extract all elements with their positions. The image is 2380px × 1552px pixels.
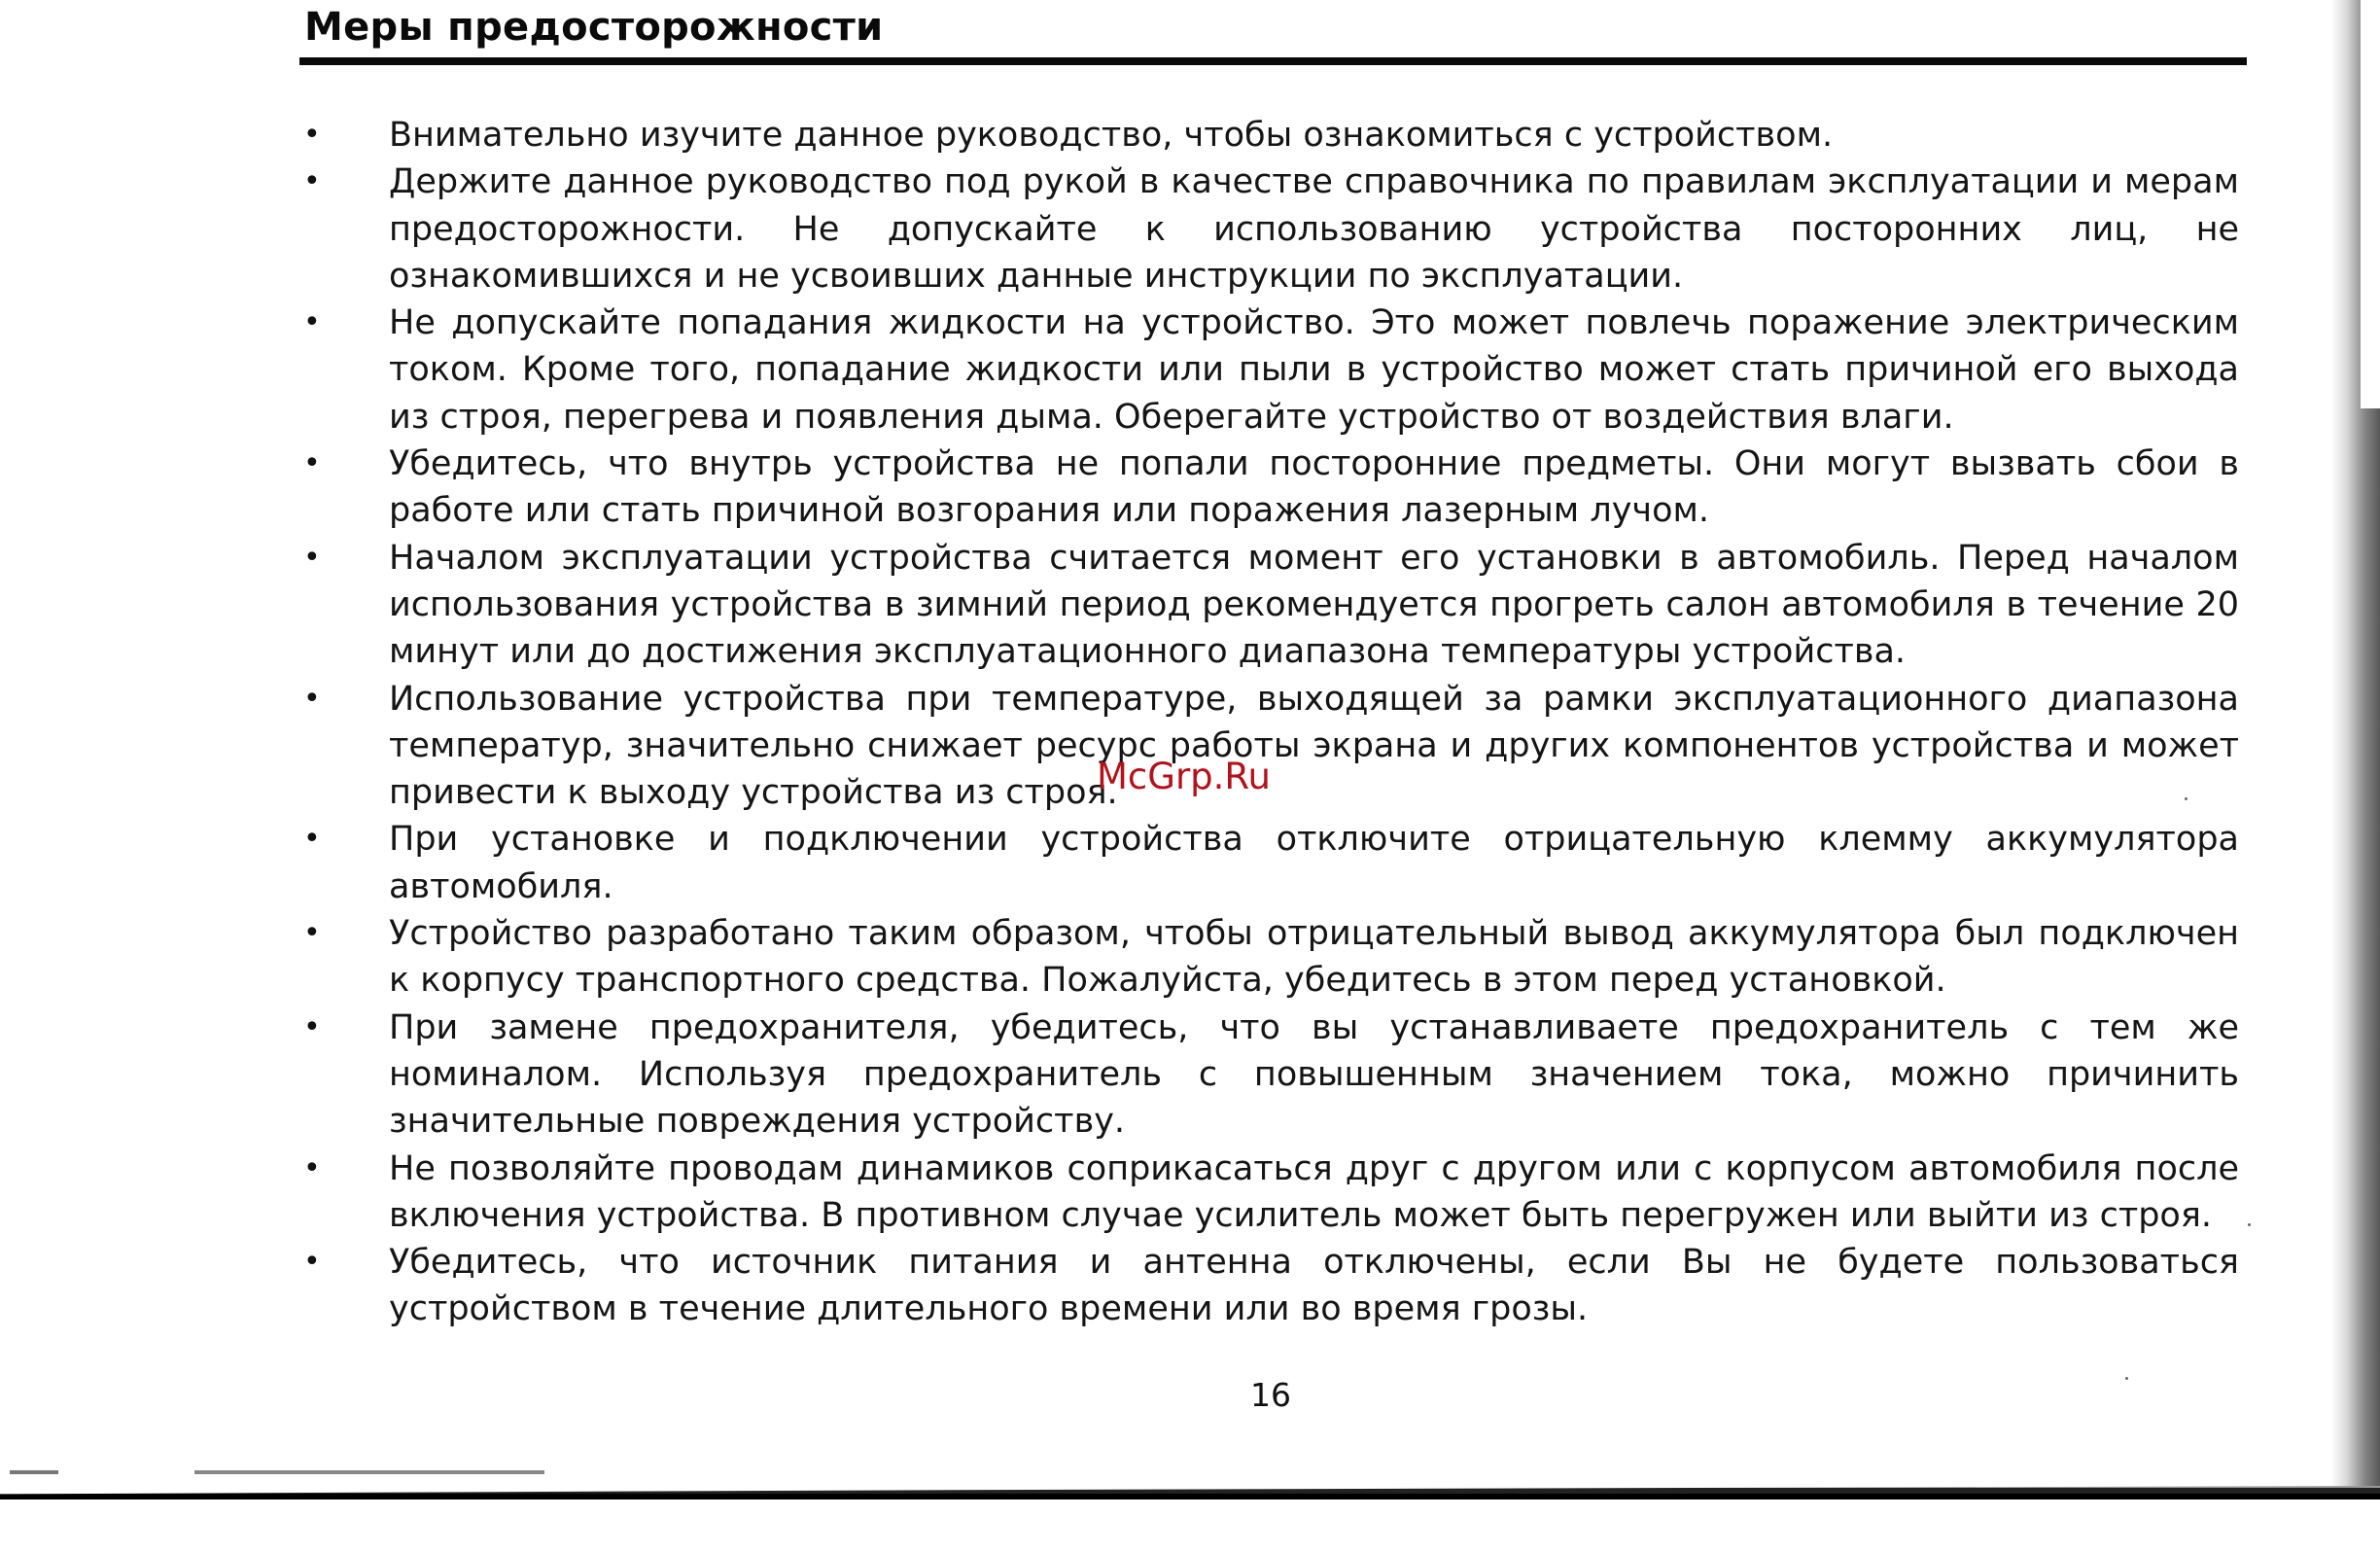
bullet-icon: •	[303, 164, 321, 199]
list-item-text: При установке и подключении устройства отключите отрицательную клемму аккумулятора автомобиля.	[389, 820, 2239, 906]
list-item	[299, 910, 2239, 1005]
title-rule	[299, 57, 2247, 65]
list-item	[299, 1239, 2239, 1333]
bullet-icon: •	[303, 1009, 321, 1044]
scan-speck	[2185, 797, 2188, 800]
list-item	[299, 1005, 2239, 1146]
list-item-text: Не позволяйте проводам динамиков соприкасаться друг с другом или с корпусом автомобиля после включения устройства. В противном случае усилитель может быть перегружен или выйти из строя.	[389, 1148, 2239, 1235]
scan-edge-mask	[2361, 0, 2380, 408]
list-item-text: При замене предохранителя, убедитесь, что вы устанавливаете предохранитель с тем же номиналом. Используя предохранитель с повышенным значением тока, можно причинить значительные повреждения устройству.	[389, 1007, 2239, 1142]
list-item	[299, 300, 2239, 441]
list-item-text: Устройство разработано таким образом, чтобы отрицательный вывод аккумулятора был подключен к корпусу транспортного средства. Пожалуйста, убедитесь в этом перед установкой.	[389, 914, 2239, 1001]
precautions-list	[299, 112, 2239, 1333]
list-item-text: Убедитесь, что источник питания и антенна отключены, если Вы не будете пользоваться устройством в течение длительного времени или во время грозы.	[389, 1243, 2239, 1329]
watermark-link[interactable]: McGrp.Ru	[1097, 756, 1271, 797]
list-item	[299, 1146, 2239, 1240]
bullet-icon: •	[303, 1245, 321, 1280]
scan-speck	[2248, 1223, 2251, 1226]
page-number: 16	[1250, 1376, 1291, 1414]
list-item-text: Не допускайте попадания жидкости на устройство. Это может повлечь поражение электрическим током. Кроме того, попадание жидкости или пыли в устройство может стать причиной его выхода из строя, перегрева и появления дыма. Оберегайте устройство от воздействия влаги.	[389, 303, 2239, 437]
bullet-icon: •	[303, 540, 321, 575]
list-item-text: Использование устройства при температуре, выходящей за рамки эксплуатационного диапазона температур, значительно снижает ресурс работы экрана и других компонентов устройства и может привести к выходу устройства из строя.	[389, 679, 2239, 813]
scan-artifact-edge	[0, 1486, 2380, 1499]
list-item-text: Убедитесь, что внутрь устройства не попали посторонние предметы. Они могут вызвать сбои в работе или стать причиной возгорания или поражения лазерным лучом.	[389, 444, 2239, 531]
page-title: Меры предосторожности	[304, 5, 884, 50]
scan-artifact-line	[0, 1470, 2380, 1474]
list-item	[299, 159, 2239, 300]
list-item-text: Началом эксплуатации устройства считается момент его установки в автомобиль. Перед началом использования устройства в зимний период рекомендуется прогреть салон автомобиля в течение 20 минут или до достижения эксплуатационного диапазона температуры устройства.	[389, 538, 2239, 672]
list-item-text: Держите данное руководство под рукой в качестве справочника по правилам эксплуатации и мерам предосторожности. Не допускайте к использованию устройства посторонних лиц, не ознакомившихся и не усвоивших данные инструкции по эксплуатации.	[389, 162, 2239, 296]
bullet-icon: •	[303, 916, 321, 951]
list-item	[299, 112, 2239, 159]
bullet-icon: •	[303, 118, 321, 152]
bullet-icon: •	[303, 1150, 321, 1185]
list-item-text: Внимательно изучите данное руководство, чтобы ознакомиться с устройством.	[389, 116, 1834, 155]
list-item	[299, 441, 2239, 535]
scan-speck	[2125, 1377, 2128, 1380]
bullet-icon: •	[303, 681, 321, 716]
bullet-icon: •	[303, 446, 321, 481]
list-item	[299, 535, 2239, 676]
list-item	[299, 816, 2239, 910]
scan-bottom-margin	[0, 1499, 2380, 1552]
bullet-icon: •	[303, 305, 321, 340]
bullet-icon: •	[303, 822, 321, 857]
